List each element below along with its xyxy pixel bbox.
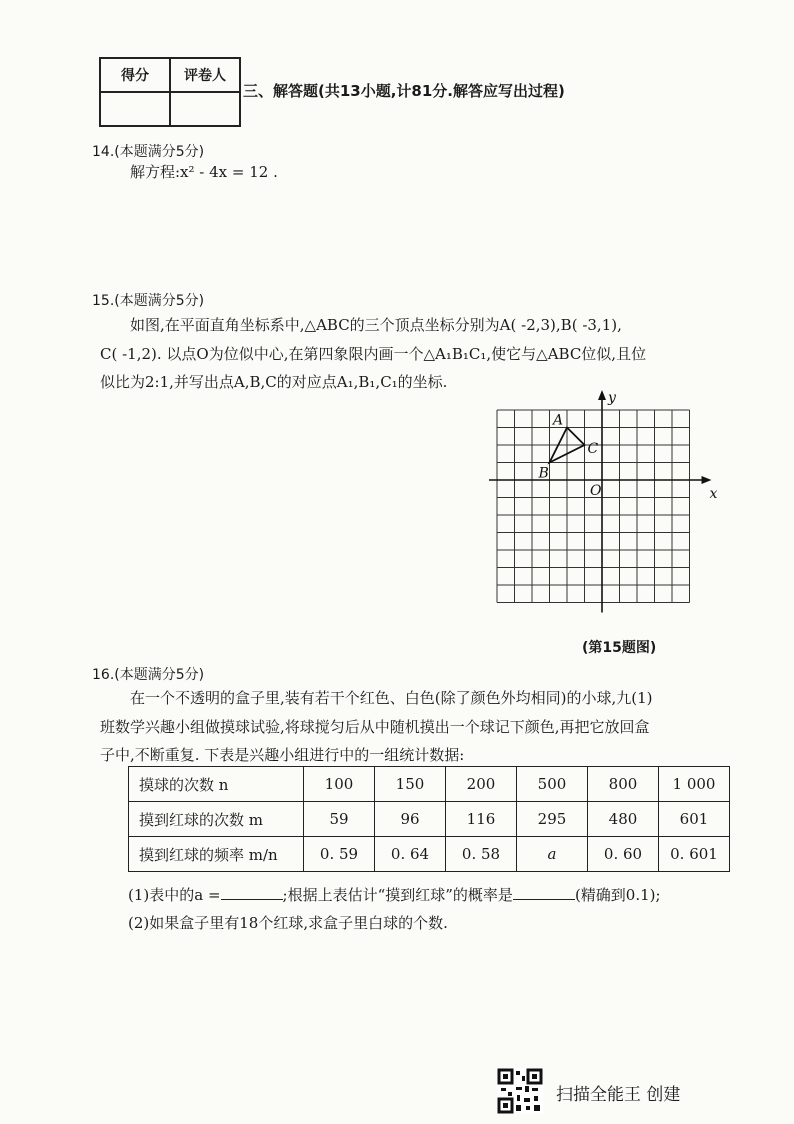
table-row xyxy=(129,767,730,802)
table-cell: 295 xyxy=(517,802,588,837)
table-cell: 59 xyxy=(304,802,375,837)
point-b-label: B xyxy=(538,465,549,482)
table-cell: a xyxy=(517,837,588,872)
score-cell[interactable] xyxy=(100,92,170,126)
table-cell: 1 000 xyxy=(659,767,730,802)
table-cell: 480 xyxy=(588,802,659,837)
x-axis-arrow xyxy=(702,476,712,484)
table-cell: 200 xyxy=(446,767,517,802)
figure-caption: (第15题图) xyxy=(582,640,657,656)
table-cell: 116 xyxy=(446,802,517,837)
coordinate-grid-figure xyxy=(480,388,770,636)
q16-sub-2: (2)如果盒子里有18个红球,求盒子里白球的个数. xyxy=(128,914,448,932)
answer-blank-probability[interactable] xyxy=(513,899,575,900)
table-cell: 800 xyxy=(588,767,659,802)
table-cell: 0. 58 xyxy=(446,837,517,872)
table-cell: 0. 64 xyxy=(375,837,446,872)
point-a-label: A xyxy=(553,412,564,429)
table-cell: 100 xyxy=(304,767,375,802)
score-label: 得分 xyxy=(100,58,170,92)
q14-equation: 解方程:x² - 4x = 12 . xyxy=(130,163,278,181)
q16-heading: 16.(本题满分5分) xyxy=(92,667,205,683)
point-c-label: C xyxy=(587,441,599,457)
row-label-frequency: 摸到红球的频率 m/n xyxy=(129,837,304,872)
row-label-red-count: 摸到红球的次数 m xyxy=(129,802,304,837)
table-cell: 500 xyxy=(517,767,588,802)
table-cell: 96 xyxy=(375,802,446,837)
q16-line-1: 在一个不透明的盒子里,装有若干个红色、白色(除了颜色外均相同)的小球,九(1) xyxy=(130,689,653,707)
q16-line-2: 班数学兴趣小组做摸球试验,将球搅匀后从中随机摸出一个球记下颜色,再把它放回盒 xyxy=(100,718,650,736)
x-axis-label: x xyxy=(709,486,718,502)
table-cell: 0. 601 xyxy=(659,837,730,872)
q15-line-2: C( -1,2). 以点O为位似中心,在第四象限内画一个△A₁B₁C₁,使它与△ABC位似,且位 xyxy=(100,345,647,363)
q15-line-1: 如图,在平面直角坐标系中,△ABC的三个顶点坐标分别为A( -2,3),B( -3,1), xyxy=(130,316,622,334)
sub1-middle: ;根据上表估计“摸到红球”的概率是 xyxy=(282,886,513,904)
q16-sub-1 xyxy=(128,881,661,909)
table-row xyxy=(129,802,730,837)
q16-line-3: 子中,不断重复. 下表是兴趣小组进行中的一组统计数据: xyxy=(100,746,465,764)
table-cell: 0. 59 xyxy=(304,837,375,872)
origin-label: O xyxy=(590,483,602,499)
table-cell: 150 xyxy=(375,767,446,802)
table-cell: 601 xyxy=(659,802,730,837)
q15-heading: 15.(本题满分5分) xyxy=(92,293,205,309)
q15-line-3: 似比为2:1,并写出点A,B,C的对应点A₁,B₁,C₁的坐标. xyxy=(100,373,448,391)
grader-label: 评卷人 xyxy=(170,58,240,92)
qr-code-icon xyxy=(497,1068,543,1114)
score-box xyxy=(99,57,241,127)
grader-cell[interactable] xyxy=(170,92,240,126)
table-cell: 0. 60 xyxy=(588,837,659,872)
y-axis-arrow xyxy=(598,390,606,400)
statistics-table xyxy=(128,766,730,872)
sub1-suffix: (精确到0.1); xyxy=(574,886,661,904)
q14-heading: 14.(本题满分5分) xyxy=(92,144,205,160)
y-axis-label: y xyxy=(608,390,616,406)
sub1-prefix: (1)表中的a = xyxy=(128,886,221,904)
section-title: 三、解答题(共13小题,计81分.解答应写出过程) xyxy=(243,82,565,100)
row-label-draws: 摸球的次数 n xyxy=(129,767,304,802)
answer-blank-a[interactable] xyxy=(221,899,283,900)
footer-watermark: 扫描全能王 创建 xyxy=(556,1085,681,1105)
table-row xyxy=(129,837,730,872)
